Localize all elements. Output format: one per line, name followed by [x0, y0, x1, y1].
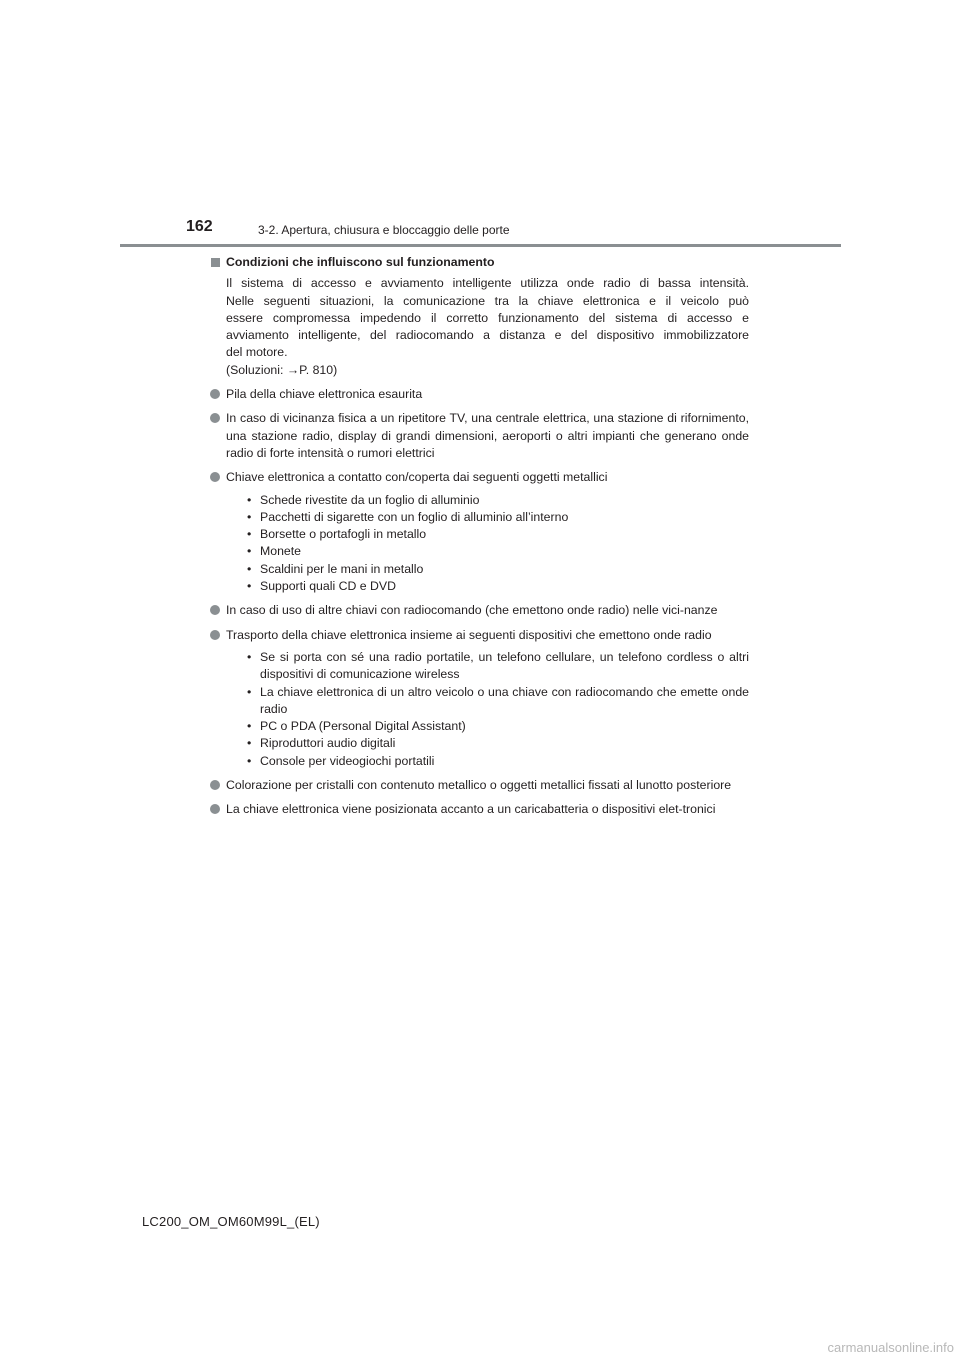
intro-line: avviamento intelligente, del radiocomando a distanza e del dispositivo immobilizzatore: [226, 328, 749, 343]
bullet-text: Pila della chiave elettronica esaurita: [226, 387, 423, 402]
section-title: 3-2. Apertura, chiusura e bloccaggio delle porte: [258, 223, 510, 237]
heading-text: Condizioni che influiscono sul funzionamento: [226, 255, 495, 269]
sub-item-text: PC o PDA (Personal Digital Assistant): [260, 719, 466, 734]
intro-line: essere compromessa impedendo il corretto funzionamento del sistema di accesso e: [226, 310, 749, 325]
dot-marker-icon: •: [247, 736, 252, 751]
content-body: [209, 254, 749, 819]
bullet-text: Colorazione per cristalli con contenuto metallico o oggetti metallici fissati al lunotto posteriore: [226, 778, 732, 793]
header-rule: [120, 244, 841, 247]
list-item: [209, 602, 749, 619]
dot-marker-icon: •: [247, 492, 252, 507]
sub-list: [243, 492, 749, 596]
dot-marker-icon: •: [247, 544, 252, 559]
intro-line: del motore.: [226, 345, 288, 360]
sub-list-item: [243, 718, 749, 735]
list-item: [209, 777, 749, 794]
list-item: [209, 410, 749, 462]
dot-marker-icon: •: [247, 561, 252, 576]
list-item: [209, 801, 749, 818]
sub-item-text: Supporti quali CD e DVD: [260, 579, 397, 594]
list-item: [209, 627, 749, 770]
circle-bullet-icon: [210, 780, 220, 790]
sub-list-item: [243, 492, 749, 509]
sub-list-item: [243, 735, 749, 752]
circle-bullet-icon: [210, 413, 220, 423]
bullet-text: La chiave elettronica viene posizionata accanto a un caricabatteria o dispositivi elet-tronici: [226, 802, 716, 817]
square-bullet-icon: [211, 258, 220, 267]
intro-line: Il sistema di accesso e avviamento intelligente utilizza onde radio di bassa intensità.: [226, 276, 749, 291]
intro-line: Nelle seguenti situazioni, la comunicazione tra la chiave elettronica e il veicolo può: [226, 293, 749, 308]
sub-list-item: [243, 753, 749, 770]
dot-marker-icon: •: [247, 649, 252, 664]
sub-list-item: [243, 578, 749, 595]
sub-list-item: [243, 649, 749, 684]
bullet-text: In caso di uso di altre chiavi con radiocomando (che emettono onde radio) nelle vici-nanze: [226, 603, 718, 618]
circle-bullet-icon: [210, 389, 220, 399]
footer-code: LC200_OM_OM60M99L_(EL): [142, 1214, 320, 1229]
dot-marker-icon: •: [247, 719, 252, 734]
sub-list-item: [243, 684, 749, 719]
sub-item-text: Scaldini per le mani in metallo: [260, 561, 424, 576]
list-item: [209, 469, 749, 595]
bullet-list: [209, 386, 749, 819]
list-item: [209, 386, 749, 403]
sub-list-item: [243, 526, 749, 543]
sub-item-text: Borsette o portafogli in metallo: [260, 527, 427, 542]
circle-bullet-icon: [210, 605, 220, 615]
dot-marker-icon: •: [247, 579, 252, 594]
dot-marker-icon: •: [247, 684, 252, 699]
circle-bullet-icon: [210, 804, 220, 814]
sub-item-text: Schede rivestite da un foglio di alluminio: [260, 492, 480, 507]
sub-item-text: Se si porta con sé una radio portatile, un telefono cellulare, un telefono cordless o altri dispositivi di comunicazione wireless: [260, 649, 749, 682]
bullet-text: Trasporto della chiave elettronica insieme ai seguenti dispositivi che emettono onde radio: [226, 627, 712, 642]
sub-item-text: Monete: [260, 544, 302, 559]
dot-marker-icon: •: [247, 527, 252, 542]
dot-marker-icon: •: [247, 509, 252, 524]
section-heading: [209, 254, 749, 271]
circle-bullet-icon: [210, 630, 220, 640]
bullet-text: Chiave elettronica a contatto con/coperta dai seguenti oggetti metallici: [226, 470, 608, 485]
page-number: 162: [186, 218, 213, 235]
sub-list-item: [243, 543, 749, 560]
dot-marker-icon: •: [247, 753, 252, 768]
sub-item-text: Console per videogiochi portatili: [260, 753, 435, 768]
sub-list: [243, 649, 749, 770]
sub-list-item: [243, 509, 749, 526]
sub-list-item: [243, 561, 749, 578]
sub-item-text: Riproduttori audio digitali: [260, 736, 396, 751]
bullet-text: In caso di vicinanza fisica a un ripetitore TV, una centrale elettrica, una stazione di rifornimento, una stazione radio, display di grandi dimensioni, aeroporti o altri impianti che generano onde radio di forte intensità o rumori elettrici: [226, 411, 749, 460]
sub-item-text: Pacchetti di sigarette con un foglio di alluminio all’interno: [260, 509, 569, 524]
watermark: carmanualsonline.info: [827, 1340, 954, 1355]
sub-item-text: La chiave elettronica di un altro veicolo o una chiave con radiocomando che emette onde radio: [260, 684, 749, 716]
solutions-reference: (Soluzioni: →P. 810): [226, 362, 338, 377]
circle-bullet-icon: [210, 472, 220, 482]
intro-paragraph: [226, 275, 749, 379]
